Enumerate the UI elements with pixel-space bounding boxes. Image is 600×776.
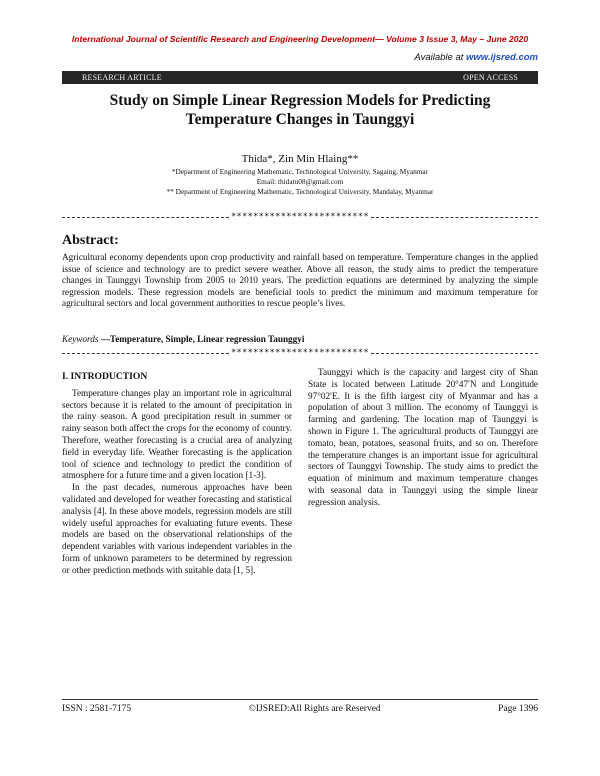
page-footer: [62, 704, 538, 714]
intro-paragraph-3: Taunggyi which is the capacity and largest city of Shan State is located between Latitude 20°47′N and Longitude 97°02′E. It is the fifth largest city of Myanmar and has a population of about 3 million. The economy of Taunggyi is farming and gardening. The location map of Taunggyi is shown in Figure 1. The agricultural products of Taunggyi are tomato, bean, potatoes, seasonal fruits, and so on. Therefore the temperature changes is an important issue for agricultural sectors of Taunggyi Township. The study aims to predict the equation of minimum and maximum temperature changes with seasonal data in Taunggyi using the simple linear regression analysis.: [308, 367, 538, 507]
footer-issn: ISSN : 2581-7175: [62, 704, 132, 714]
separator-dash-right: [371, 217, 538, 218]
separator-stars: *************************: [231, 348, 369, 358]
abstract-heading: Abstract:: [62, 233, 119, 248]
separator-dash-left: [62, 353, 229, 354]
abstract-text: Agricultural economy dependents upon crop productivity and rainfall based on temperature. Temperature changes in the applied issue of science and technology are to predict severe weather. Above all reason, the study aims to predict the temperature changes in Taunggyi Township from 2005 to 2010 years. The prediction equations are determined by analyzing the simple regression models. These regression models are beneficial tools to predict the minimum and maximum temperature for agricultural sectors and local government authorities to rescue people’s lives.: [62, 252, 538, 309]
journal-url-link[interactable]: www.ijsred.com: [466, 52, 538, 63]
access-type: OPEN ACCESS: [463, 73, 518, 82]
author-email: Email: thidatu08@gmail.com: [256, 177, 344, 186]
separator-stars: *************************: [231, 212, 369, 222]
introduction-heading: I. INTRODUCTION: [62, 371, 148, 382]
article-type-band: [62, 71, 538, 84]
separator-dash-left: [62, 217, 229, 218]
keywords-label: Keywords: [62, 334, 99, 344]
footer-copyright: ©IJSRED:All Rights are Reserved: [248, 704, 381, 714]
separator-bottom: [62, 348, 538, 358]
separator-dash-right: [371, 353, 538, 354]
left-column: [62, 371, 292, 577]
right-column: [308, 367, 538, 509]
footer-rule: [62, 699, 538, 700]
footer-page-number: Page 1396: [498, 704, 538, 714]
availability-line: [414, 52, 538, 63]
title-line-2: Temperature Changes in Taunggyi: [185, 111, 415, 128]
intro-paragraph-1: Temperature changes play an important role in agricultural sectors because it is related to the amount of precipitation in the rainy season. A good precipitation result in summer or rainy season both affect the crops for the economy of country. Therefore, weather forecasting is a crucial area of analyzing field in everyday life. Weather forecasting is the application tool of science and technology to predict the condition of atmosphere for a future time and a given location [1-3].: [62, 387, 292, 481]
article-type: RESEARCH ARTICLE: [82, 73, 162, 82]
journal-header: International Journal of Scientific Research and Engineering Development— Volume 3 Issue 3, May – June 2020: [71, 34, 529, 44]
separator-top: [62, 212, 538, 222]
authors: Thida*, Zin Min Hlaing**: [241, 153, 359, 165]
intro-paragraph-2: In the past decades, numerous approaches have been validated and developed for weather forecasting and statistical analysis [4]. In these above models, regression models are still widely useful approaches for evaluating future events. These models are based on the observational relationships of the dependent variables with various independent variables in the form of unknown parameters to be determined by regression or other prediction methods with suitable data [1, 5].: [62, 482, 292, 575]
affiliation-1: *Department of Engineering Mathematic, Technological University, Sagaing, Myanmar: [171, 167, 429, 176]
available-label: Available at: [414, 52, 467, 63]
affiliation-2: ** Department of Engineering Mathematic, Technological University, Mandalay, Myanmar: [166, 187, 434, 196]
keywords-value: —Temperature, Simple, Linear regression Taunggyi: [98, 334, 305, 344]
title-line-1: Study on Simple Linear Regression Models for Predicting: [109, 92, 491, 109]
keywords-line: [62, 334, 538, 344]
paper-title: [62, 91, 538, 129]
